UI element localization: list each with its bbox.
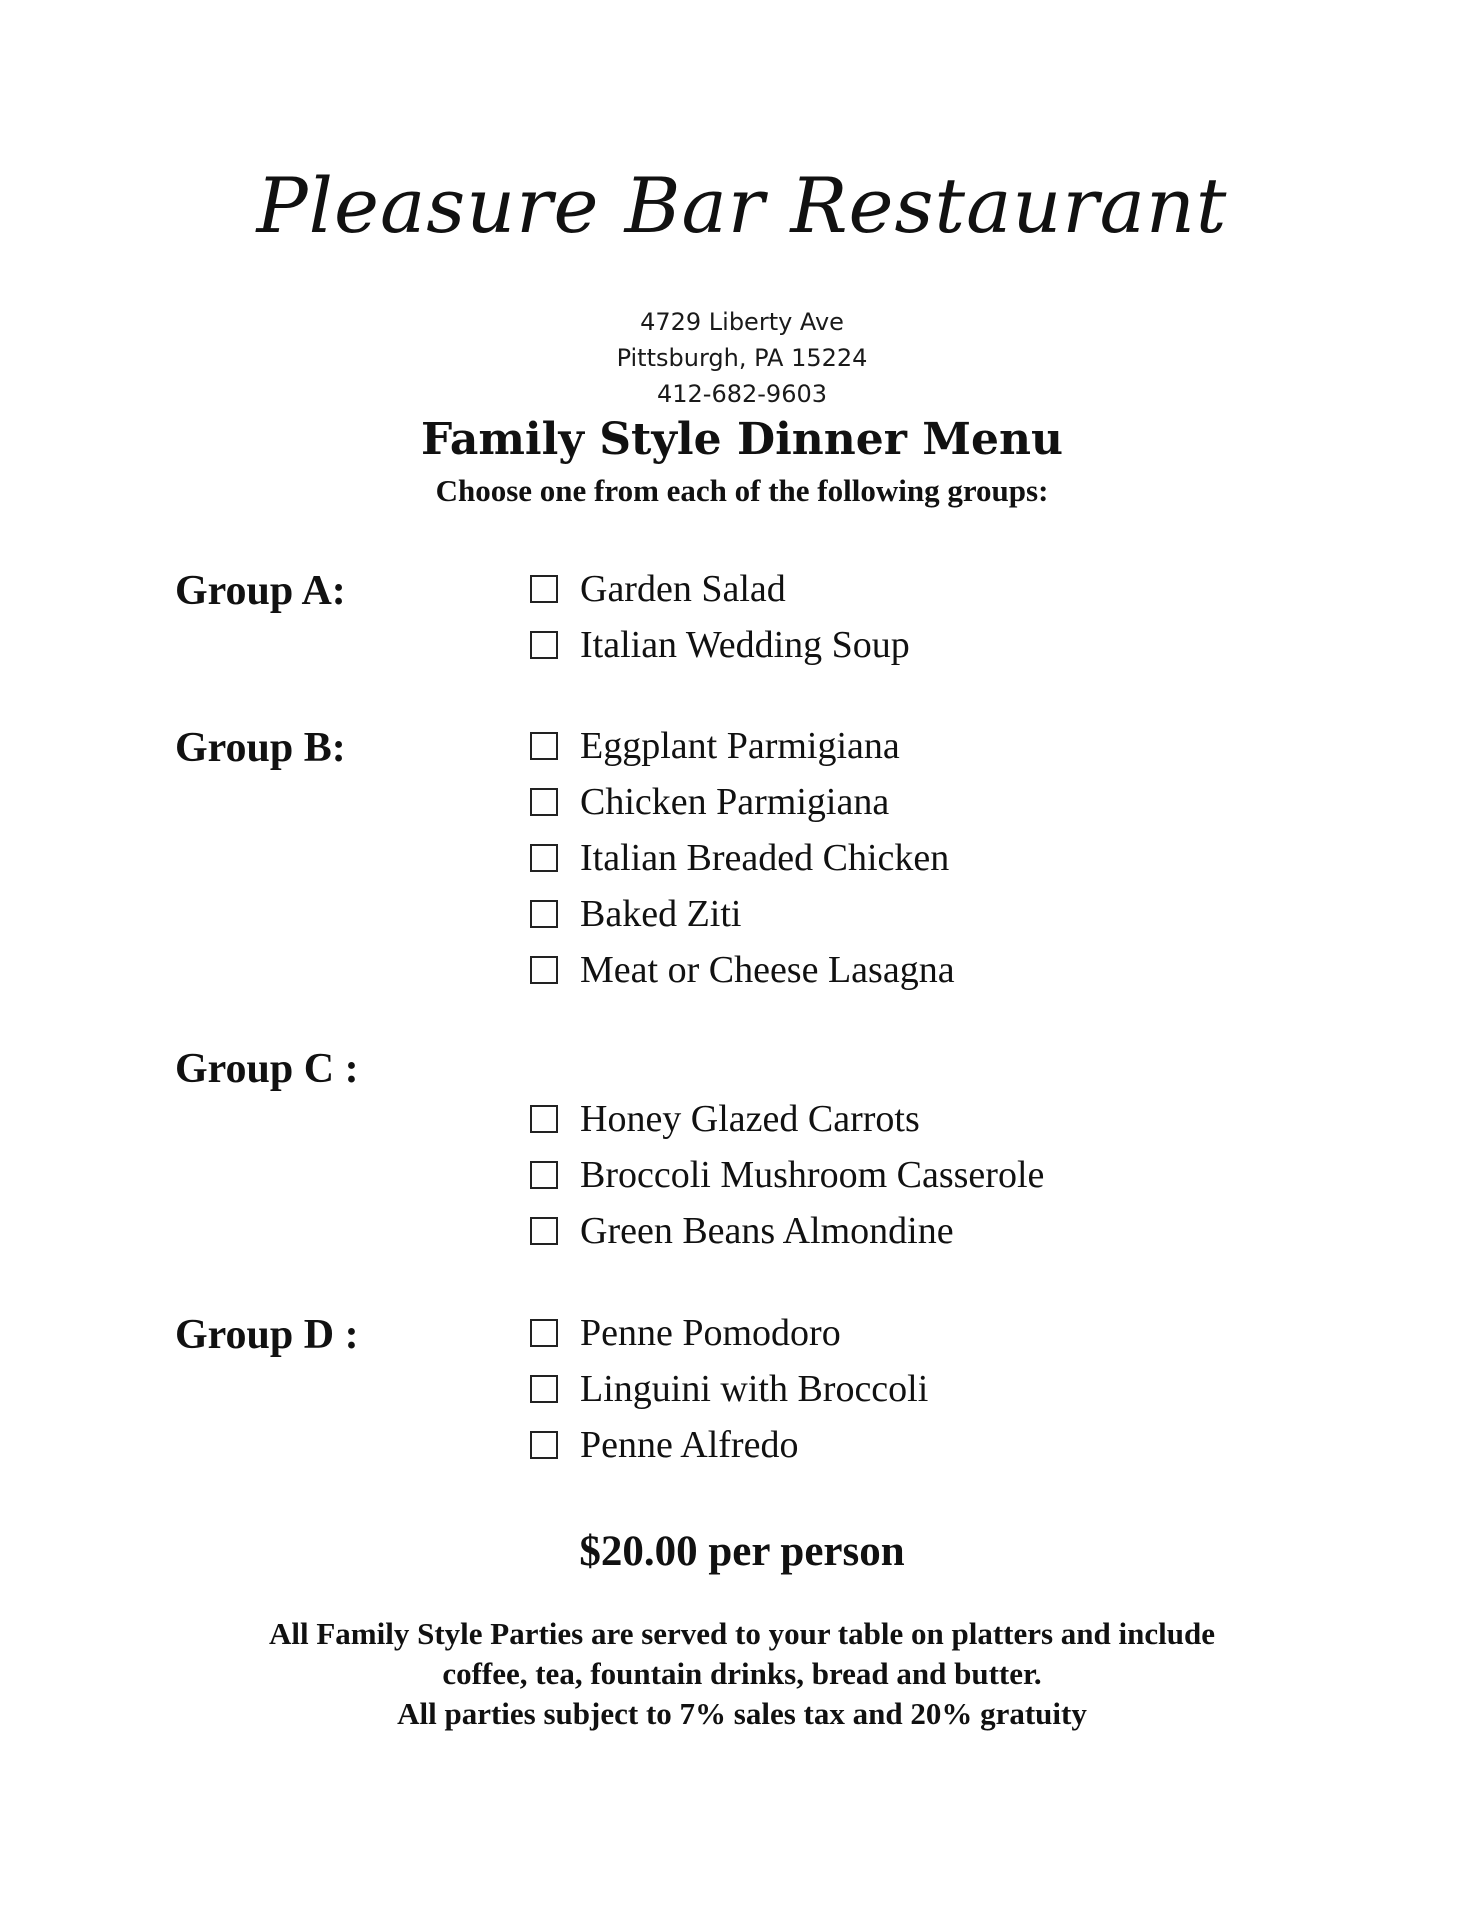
menu-instructions: Choose one from each of the following groups: — [435, 473, 1049, 508]
address-city: Pittsburgh, PA 15224 — [616, 344, 868, 372]
checkbox[interactable] — [530, 631, 558, 659]
menu-option-label: Linguini with Broccoli — [580, 1368, 929, 1410]
group-b-label: Group B: — [175, 725, 346, 771]
menu-option[interactable] — [530, 1153, 1044, 1197]
checkbox[interactable] — [530, 1161, 558, 1189]
checkbox[interactable] — [530, 900, 558, 928]
group-d-label: Group D : — [175, 1312, 359, 1358]
menu-option-label: Chicken Parmigiana — [580, 781, 890, 823]
checkbox[interactable] — [530, 844, 558, 872]
menu-option-label: Italian Breaded Chicken — [580, 837, 950, 879]
menu-option[interactable] — [530, 1311, 841, 1355]
checkbox[interactable] — [530, 1375, 558, 1403]
menu-option-label: Broccoli Mushroom Casserole — [580, 1154, 1045, 1196]
menu-option[interactable] — [530, 623, 910, 667]
menu-option-label: Italian Wedding Soup — [580, 624, 910, 666]
checkbox[interactable] — [530, 1217, 558, 1245]
menu-option[interactable] — [530, 1209, 954, 1253]
checkbox[interactable] — [530, 575, 558, 603]
footer-note: All Family Style Parties are served to your table on platters and include — [269, 1616, 1215, 1651]
menu-option-label: Honey Glazed Carrots — [580, 1098, 920, 1140]
checkbox[interactable] — [530, 788, 558, 816]
group-c-label: Group C : — [175, 1046, 359, 1092]
menu-option[interactable] — [530, 780, 889, 824]
menu-title: Family Style Dinner Menu — [421, 414, 1063, 465]
checkbox[interactable] — [530, 1431, 558, 1459]
restaurant-name: Pleasure Bar Restaurant — [256, 161, 1228, 250]
menu-option[interactable] — [530, 836, 949, 880]
menu-option[interactable] — [530, 1097, 920, 1141]
checkbox[interactable] — [530, 732, 558, 760]
checkbox[interactable] — [530, 1319, 558, 1347]
address-street: 4729 Liberty Ave — [640, 308, 844, 336]
price-per-person: $20.00 per person — [579, 1528, 905, 1575]
menu-option-label: Meat or Cheese Lasagna — [580, 949, 955, 991]
menu-option[interactable] — [530, 948, 955, 992]
footer-note: coffee, tea, fountain drinks, bread and butter. — [442, 1656, 1042, 1691]
menu-option-label: Penne Alfredo — [580, 1424, 799, 1466]
menu-option-label: Eggplant Parmigiana — [580, 725, 900, 767]
group-a-label: Group A: — [175, 568, 346, 614]
menu-option-label: Green Beans Almondine — [580, 1210, 954, 1252]
menu-option-label: Baked Ziti — [580, 893, 742, 935]
menu-option-label: Penne Pomodoro — [580, 1312, 841, 1354]
checkbox[interactable] — [530, 956, 558, 984]
menu-option[interactable] — [530, 724, 900, 768]
checkbox[interactable] — [530, 1105, 558, 1133]
menu-option[interactable] — [530, 892, 741, 936]
menu-option[interactable] — [530, 567, 786, 611]
tax-gratuity-note: All parties subject to 7% sales tax and 20% gratuity — [397, 1696, 1087, 1731]
phone-number: 412-682-9603 — [656, 380, 827, 408]
menu-option[interactable] — [530, 1423, 798, 1467]
menu-option[interactable] — [530, 1367, 928, 1411]
menu-option-label: Garden Salad — [580, 568, 786, 610]
